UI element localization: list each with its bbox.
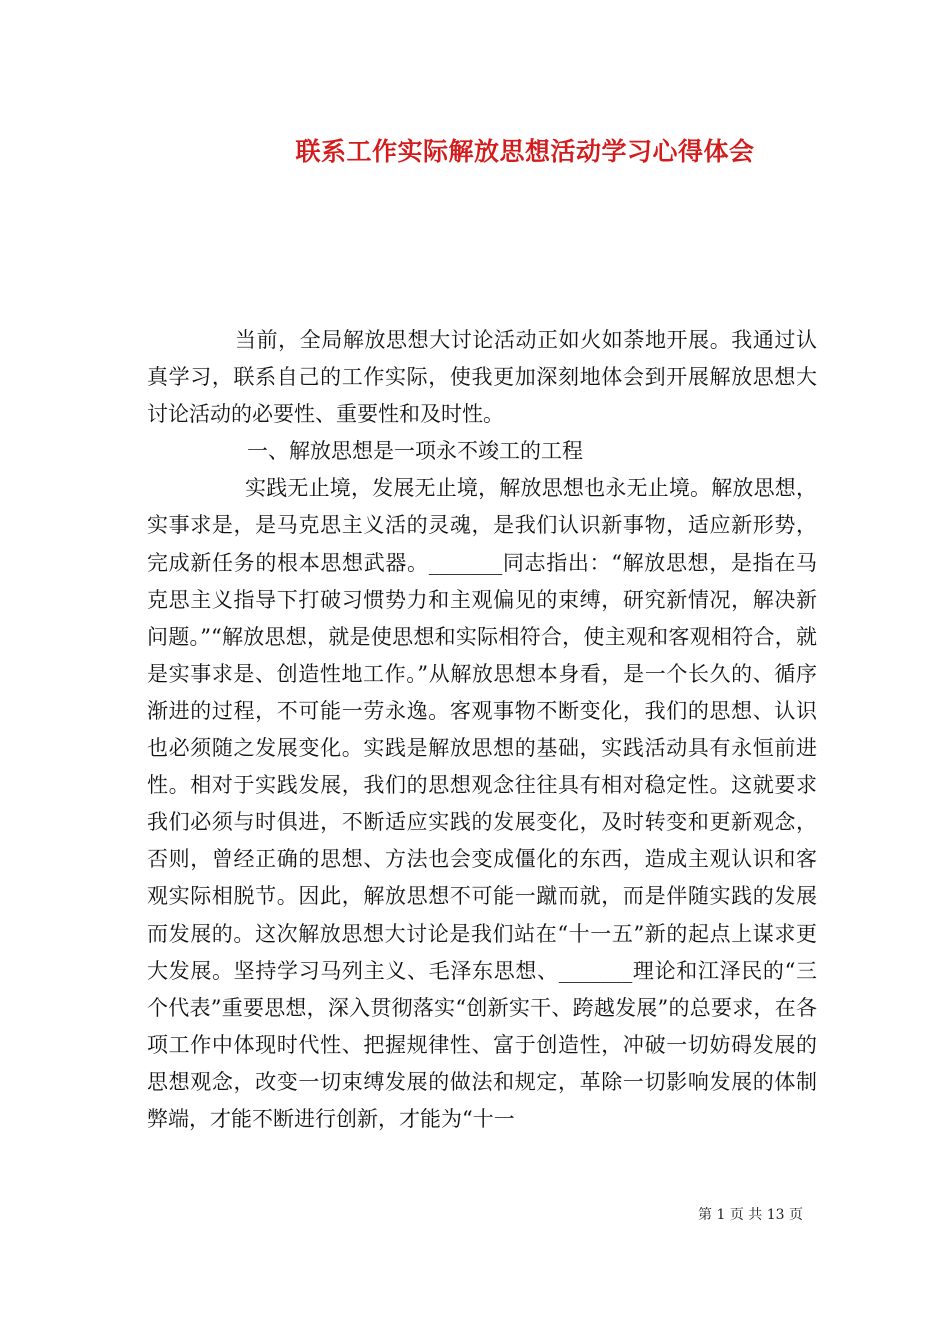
document-title: 联系工作实际解放思想活动学习心得体会 (295, 137, 755, 166)
page-footer: 第 1 页 共 13 页 (698, 1207, 803, 1223)
document-body (147, 322, 817, 1138)
section-heading: 一、解放思想是一项永不竣工的工程 (247, 439, 583, 464)
paragraph-body: 实践无止境，发展无止境，解放思想也永无止境。解放思想，实事求是，是马克思主义活的灵魂，是我们认识新事物，适应新形势，完成新任务的根本思想武器。_______同志指出：“解放思想，是指在马克思主义指导下打破习惯势力和主观偏见的束缚，研究新情况，解决新问题。”“解放思想，就是使思想和实际相符合，使主观和客观相符合，就是实事求是、创造性地工作。”从解放思想本身看，是一个长久的、循序渐进的过程，不可能一劳永逸。客观事物不断变化，我们的思想、认识也必须随之发展变化。实践是解放思想的基础，实践活动具有永恒前进性。相对于实践发展，我们的思想观念往往具有相对稳定性。这就要求我们必须与时俱进，不断适应实践的发展变化，及时转变和更新观念，否则，曾经正确的思想、方法也会变成僵化的东西，造成主观认识和客观实际相脱节。因此，解放思想不可能一蹴而就，而是伴随实践的发展而发展的。这次解放思想大讨论是我们站在“十一五”新的起点上谋求更大发展。坚持学习马列主义、毛泽东思想、_______理论和江泽民的“三个代表”重要思想，深入贯彻落实“创新实干、跨越发展”的总要求，在各项工作中体现时代性、把握规律性、富于创造性，冲破一切妨碍发展的思想观念，改变一切束缚发展的做法和规定，革除一切影响发展的体制弊端，才能不断进行创新，才能为“十一 (147, 476, 817, 1131)
paragraph-intro: 当前，全局解放思想大讨论活动正如火如荼地开展。我通过认真学习，联系自己的工作实际，使我更加深刻地体会到开展解放思想大讨论活动的必要性、重要性和及时性。 (147, 328, 817, 427)
